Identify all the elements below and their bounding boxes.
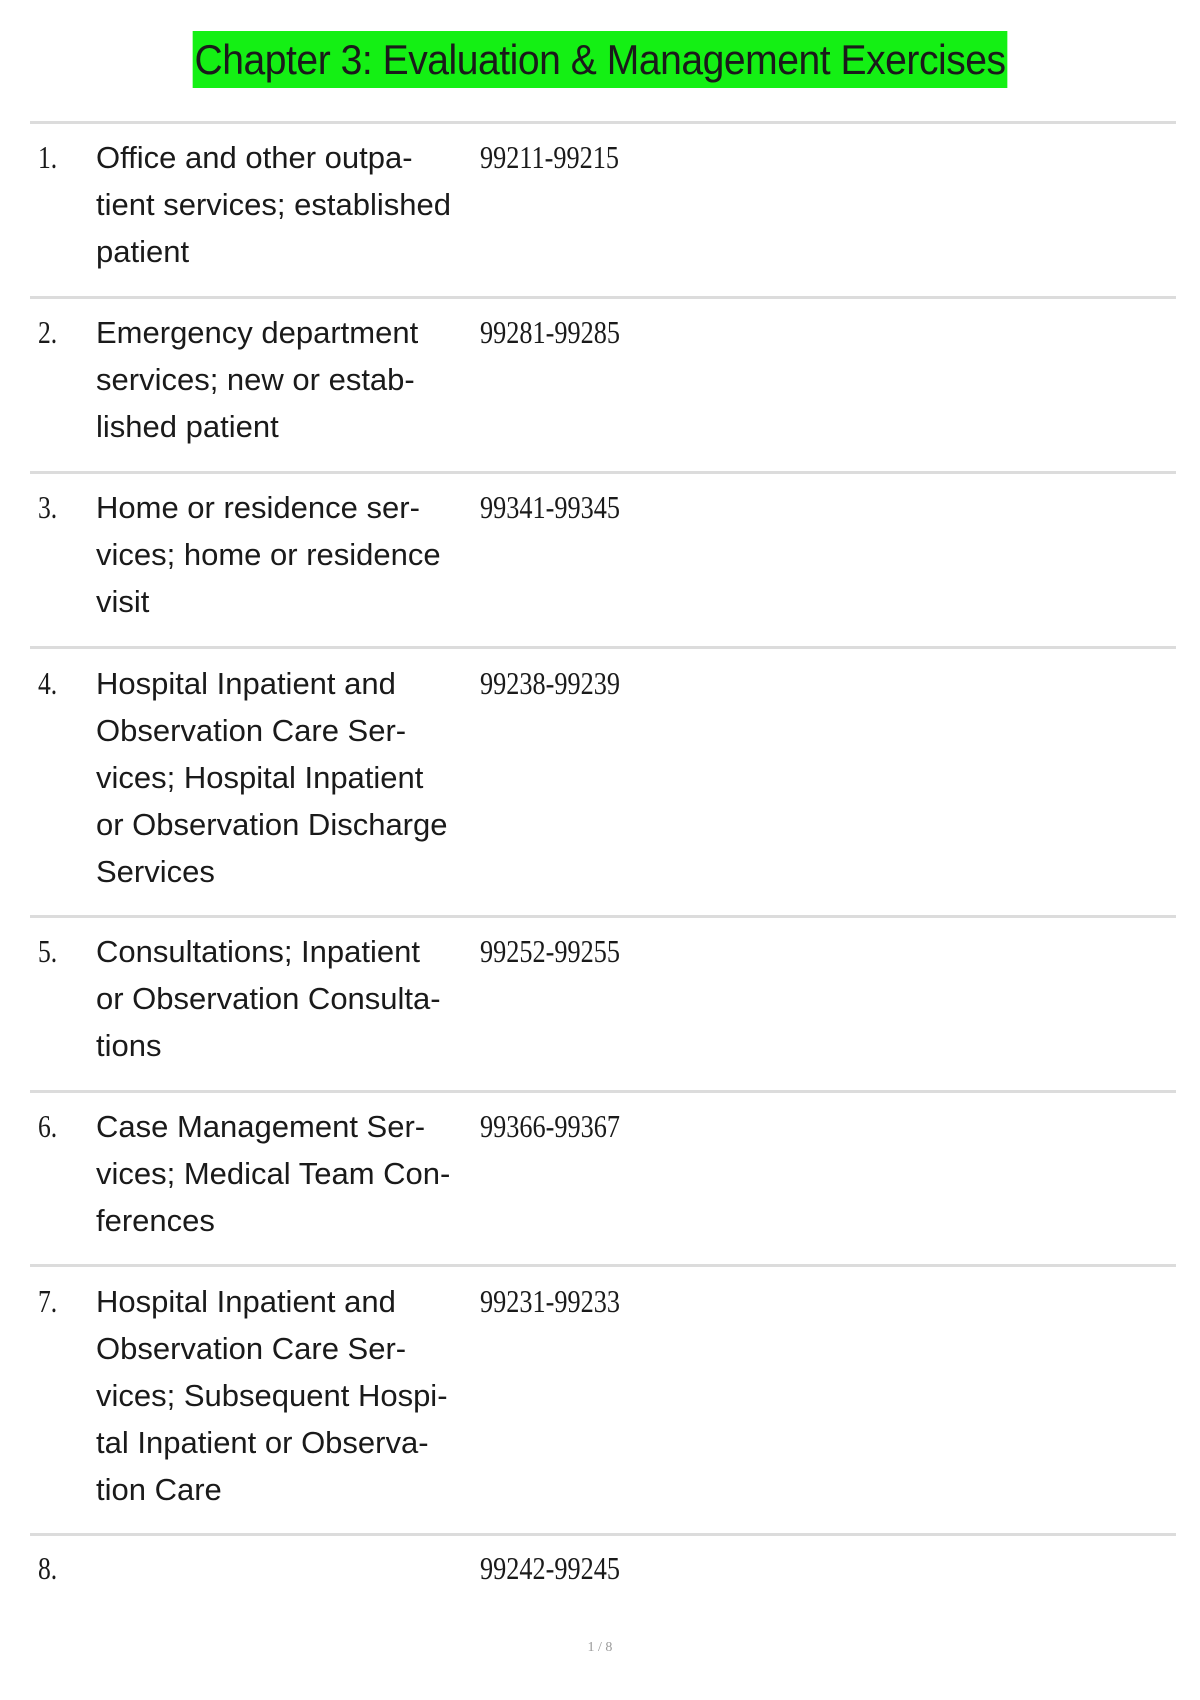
row-description: Hospital Inpatient and Observation Care Ser- vices; Subsequent Hospi- tal Inpatient or Observa- tion Care (96, 1284, 448, 1507)
row-number: 4. (38, 665, 58, 701)
row-number: 6. (38, 1108, 58, 1144)
page-title: Chapter 3: Evaluation & Management Exercises (193, 31, 1008, 88)
row-number: 2. (38, 314, 58, 350)
page-title-wrapper (0, 31, 1200, 88)
row-code: 99242-99245 (480, 1550, 620, 1586)
row-code: 99238-99239 (480, 665, 620, 701)
row-code: 99231-99233 (480, 1283, 620, 1319)
row-divider (30, 646, 1176, 649)
row-divider (30, 296, 1176, 299)
row-code: 99252-99255 (480, 933, 620, 969)
row-divider (30, 1090, 1176, 1093)
row-divider (30, 471, 1176, 474)
row-number: 1. (38, 139, 58, 175)
row-number: 5. (38, 933, 58, 969)
page-number: 1 / 8 (587, 1640, 613, 1655)
row-code: 99366-99367 (480, 1108, 620, 1144)
row-description: Case Management Ser- vices; Medical Team Con- ferences (96, 1109, 451, 1238)
row-divider (30, 915, 1176, 918)
row-divider (30, 121, 1176, 124)
row-code: 99211-99215 (480, 139, 619, 175)
row-number: 7. (38, 1283, 58, 1319)
row-divider (30, 1533, 1176, 1536)
row-number: 3. (38, 489, 58, 525)
row-code: 99281-99285 (480, 314, 620, 350)
row-number: 8. (38, 1550, 58, 1586)
row-description: Office and other outpa- tient services; established patient (96, 140, 451, 269)
row-description: Home or residence ser- vices; home or residence visit (96, 490, 441, 619)
row-divider (30, 1264, 1176, 1267)
row-description: Consultations; Inpatient or Observation Consulta- tions (96, 934, 441, 1063)
row-description: Emergency department services; new or estab- lished patient (96, 315, 419, 444)
row-description: Hospital Inpatient and Observation Care Ser- vices; Hospital Inpatient or Observation Discharge Services (96, 666, 448, 889)
row-code: 99341-99345 (480, 489, 620, 525)
